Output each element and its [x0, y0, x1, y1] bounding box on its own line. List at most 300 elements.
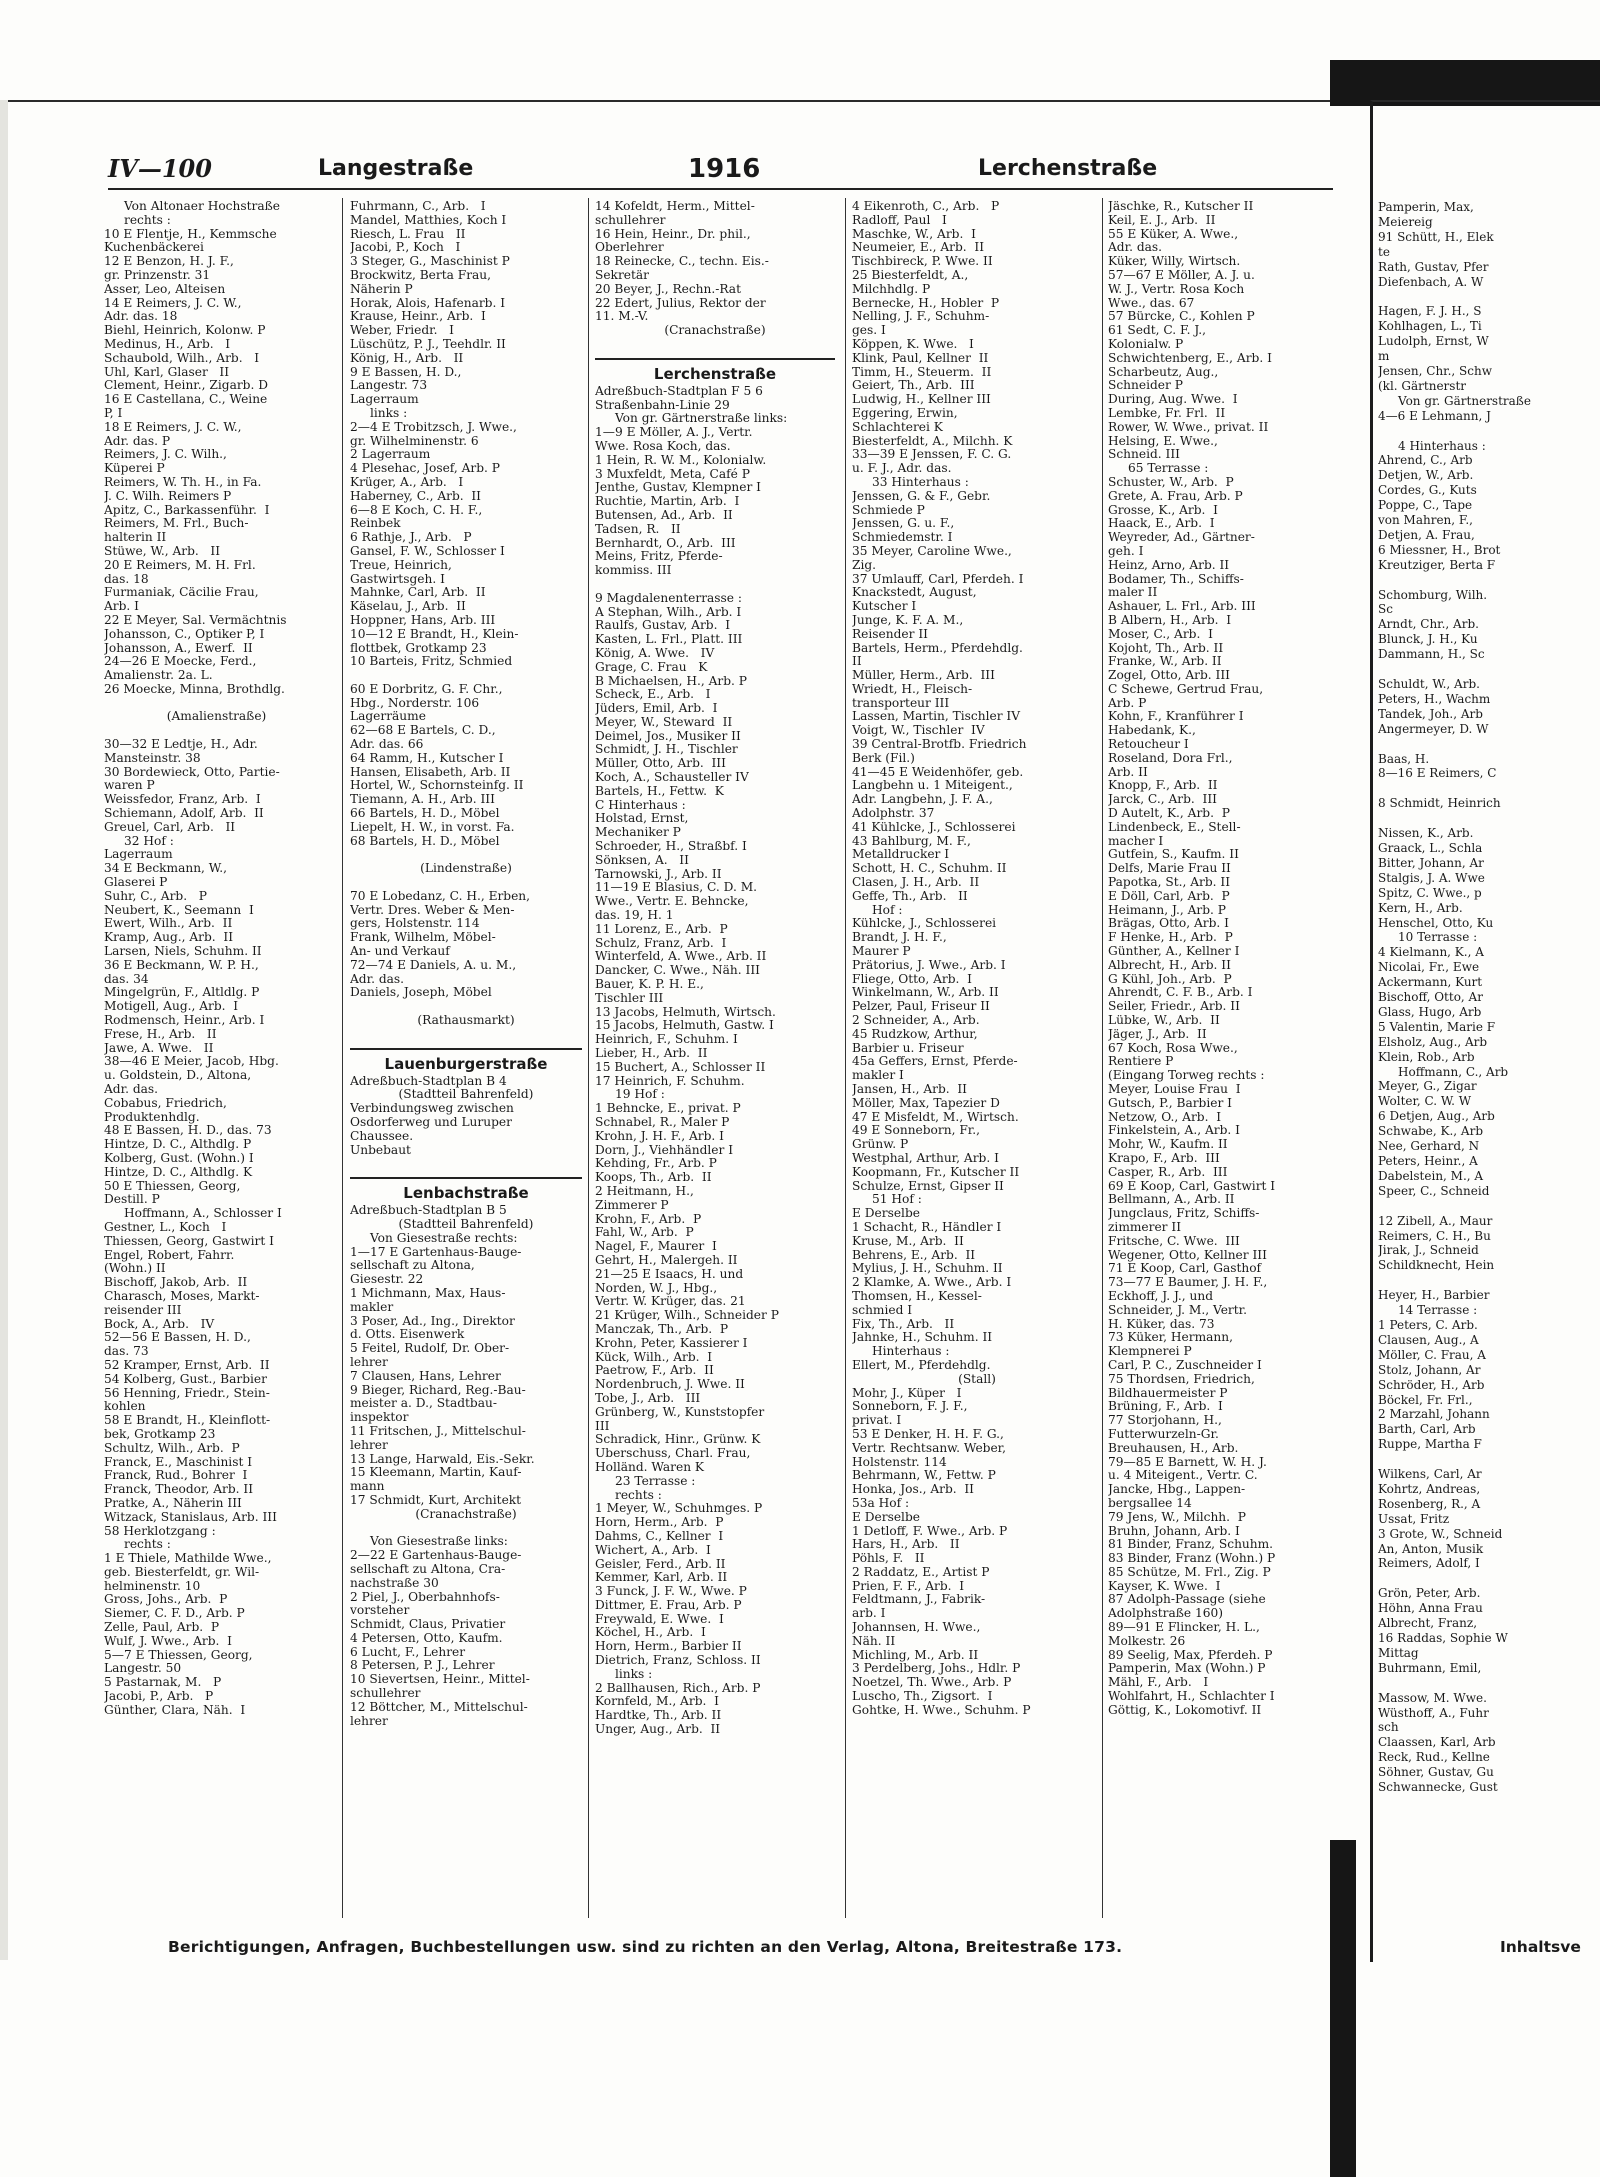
- directory-entry: d. Otts. Eisenwerk: [350, 1328, 465, 1342]
- directory-entry: Biehl, Heinrich, Kolonw. P: [104, 324, 266, 338]
- directory-column-4: [852, 200, 1102, 1930]
- running-head-year: 1916: [688, 154, 761, 184]
- directory-entry: Produktenhdlg.: [104, 1110, 200, 1124]
- directory-entry: inspektor: [350, 1411, 409, 1425]
- directory-entry: Köchel, H., Arb. I: [595, 1626, 706, 1640]
- directory-entry: Krüger, A., Arb. I: [350, 475, 464, 489]
- directory-entry: 2 Klamke, A. Wwe., Arb. I: [852, 1276, 1012, 1290]
- directory-entry: Ellert, M., Pferdehdlg.: [852, 1358, 991, 1372]
- header-rule: [108, 188, 1333, 190]
- directory-entry: Brüning, F., Arb. I: [1108, 1400, 1223, 1414]
- directory-entry: 12 E Benzon, H. J. F.,: [104, 255, 234, 269]
- directory-entry: rechts :: [615, 1488, 662, 1502]
- directory-entry: Franck, Theodor, Arb. II: [104, 1483, 254, 1497]
- directory-entry: Grön, Peter, Arb.: [1378, 1586, 1481, 1601]
- directory-entry: Mingelgrün, F., Altldlg. P: [104, 986, 260, 1000]
- directory-entry: 8 Schmidt, Heinrich: [1378, 796, 1501, 811]
- directory-entry: [1378, 811, 1600, 826]
- directory-entry: Butensen, Ad., Arb. II: [595, 508, 733, 522]
- directory-entry: Jansen, H., Arb. II: [852, 1083, 967, 1096]
- directory-entry: 33 Hinterhaus :: [872, 475, 969, 489]
- directory-entry: F Henke, H., Arb. P: [1108, 931, 1233, 945]
- directory-entry: Maschke, W., Arb. I: [852, 227, 976, 241]
- directory-entry: Bartels, Herm., Pferdehdlg.: [852, 641, 1023, 655]
- directory-entry: Pamperin, Max,: [1378, 200, 1474, 214]
- directory-entry: Rosenberg, R., A: [1378, 1496, 1481, 1511]
- directory-entry: Höhn, Anna Frau: [1378, 1601, 1483, 1616]
- directory-entry: 10 Barteis, Fritz, Schmied: [350, 655, 513, 669]
- directory-entry: 53 E Denker, H. H. F. G.,: [852, 1427, 1004, 1441]
- directory-entry: Heinz, Arno, Arb. II: [1108, 558, 1230, 572]
- directory-entry: halterin II: [104, 531, 167, 545]
- directory-entry: Adolphstr. 37: [852, 807, 935, 821]
- directory-entry: Baas, H.: [1378, 751, 1430, 766]
- directory-entry: u. Goldstein, D., Altona,: [104, 1069, 252, 1083]
- directory-entry: Ruchtie, Martin, Arb. I: [595, 495, 740, 509]
- directory-entry: Schmiede P: [852, 503, 925, 517]
- directory-entry: Jancke, Hbg., Lappen-: [1108, 1483, 1246, 1497]
- directory-entry: 89—91 E Flincker, H. L.,: [1108, 1621, 1260, 1635]
- directory-entry: Wohlfahrt, H., Schlachter I: [1108, 1690, 1275, 1704]
- directory-entry: 56 Henning, Friedr., Stein-: [104, 1386, 270, 1400]
- directory-entry: [350, 1522, 582, 1536]
- directory-entry: Schaubold, Wilh., Arb. I: [104, 351, 260, 365]
- directory-entry: Jacobi, P., Koch I: [350, 241, 461, 255]
- directory-entry: makler: [350, 1300, 394, 1314]
- directory-entry: 6—8 E Koch, C. H. F.,: [350, 503, 483, 517]
- directory-entry: König, H., Arb. II: [350, 351, 464, 365]
- directory-entry: Arb. P: [1108, 696, 1147, 710]
- directory-entry: Ludwig, H., Kellner III: [852, 393, 991, 407]
- directory-entry: 2 Schneider, A., Arb.: [852, 1014, 980, 1028]
- directory-entry: Schwannecke, Gust: [1378, 1780, 1498, 1795]
- directory-entry: (Cranachstraße): [664, 324, 766, 338]
- directory-entry: Bernecke, H., Hobler P: [852, 296, 1000, 310]
- directory-entry: [1378, 1676, 1600, 1691]
- directory-entry: Günther, Clara, Näh. I: [104, 1703, 246, 1717]
- directory-entry: Bauer, K. P. H. E.,: [595, 978, 704, 992]
- directory-entry: Moser, C., Arb. I: [1108, 627, 1213, 641]
- directory-entry: 11—19 E Blasius, C. D. M.: [595, 881, 758, 895]
- directory-entry: Gohtke, H. Wwe., Schuhm. P: [852, 1703, 1031, 1717]
- directory-entry: Raulfs, Gustav, Arb. I: [595, 619, 731, 633]
- directory-entry: Dietrich, Franz, Schloss. II: [595, 1654, 761, 1668]
- directory-entry: Schulz, Franz, Arb. I: [595, 936, 727, 950]
- directory-entry: 10—12 E Brandt, H., Klein-: [350, 627, 519, 641]
- directory-entry: Medinus, H., Arb. I: [104, 337, 231, 351]
- directory-entry: Reimers, J. C. Wilh.,: [104, 448, 227, 462]
- directory-entry: bek, Grotkamp 23: [104, 1427, 216, 1441]
- directory-entry: [350, 1000, 582, 1014]
- directory-entry: Geffe, Th., Arb. II: [852, 889, 968, 903]
- directory-entry: Detjen, A. Frau,: [1378, 527, 1475, 542]
- directory-entry: Heyer, H., Barbier: [1378, 1288, 1490, 1303]
- directory-entry: 38—46 E Meier, Jacob, Hbg.: [104, 1055, 279, 1069]
- directory-entry: bergsallee 14: [1108, 1496, 1192, 1510]
- directory-entry: 1—9 E Möller, A. J., Vertr.: [595, 426, 753, 440]
- directory-entry: Honka, Jos., Arb. II: [852, 1483, 974, 1497]
- directory-entry: meister a. D., Stadtbau-: [350, 1397, 497, 1411]
- directory-entry: Küperei P: [104, 462, 165, 476]
- directory-entry: Brockwitz, Berta Frau,: [350, 268, 492, 282]
- directory-entry: 33—39 E Jenssen, F. C. G.: [852, 448, 1012, 462]
- directory-entry: 3 Steger, G., Maschinist P: [350, 255, 510, 269]
- directory-entry: Adreßbuch-Stadtplan B 4: [350, 1074, 507, 1088]
- directory-entry: Feldtmann, J., Fabrik-: [852, 1593, 986, 1607]
- directory-entry: 2 Piel, J., Oberbahnhofs-: [350, 1590, 500, 1604]
- directory-entry: Frank, Wilhelm, Möbel-: [350, 931, 496, 945]
- directory-entry: Thiessen, Georg, Gastwirt I: [104, 1234, 274, 1248]
- directory-entry: 1 Schacht, R., Händler I: [852, 1220, 1002, 1234]
- directory-entry: Adolphstraße 160): [1108, 1607, 1223, 1621]
- directory-entry: Scheck, E., Arb. I: [595, 688, 711, 702]
- directory-entry: schullehrer: [595, 213, 666, 227]
- directory-entry: 11. M.-V.: [595, 310, 649, 324]
- directory-entry: lehrer: [350, 1714, 388, 1728]
- directory-entry: Kolonialw. P: [1108, 337, 1184, 351]
- directory-entry: 51 Hof :: [872, 1193, 922, 1207]
- directory-entry: Tadsen, R. II: [595, 522, 681, 536]
- directory-entry: Gutfein, S., Kaufm. II: [1108, 848, 1239, 862]
- directory-entry: Jenssen, G. u. F.,: [852, 517, 955, 531]
- directory-entry: Uhl, Karl, Glaser II: [104, 365, 230, 379]
- directory-entry: gr. Prinzenstr. 31: [104, 268, 211, 282]
- directory-entry: Schott, H. C., Schuhm. II: [852, 862, 1007, 876]
- directory-entry: Johansson, A., Ewerf. II: [104, 641, 253, 655]
- directory-entry: Bildhauermeister P: [1108, 1386, 1228, 1400]
- directory-entry: 15 Jacobs, Helmuth, Gastw. I: [595, 1019, 774, 1033]
- directory-entry: Göttig, K., Lokomotivf. II: [1108, 1703, 1262, 1717]
- directory-entry: 69 E Koop, Carl, Gastwirt I: [1108, 1179, 1276, 1193]
- directory-entry: Schwichtenberg, E., Arb. I: [1108, 351, 1272, 365]
- directory-entry: [1378, 1452, 1600, 1467]
- directory-entry: Zimmerer P: [595, 1198, 669, 1212]
- directory-entry: A Stephan, Wilh., Arb. I: [595, 605, 742, 619]
- directory-entry: Fahl, W., Arb. P: [595, 1226, 694, 1240]
- directory-entry: During, Aug. Wwe. I: [1108, 393, 1238, 407]
- directory-entry: schmied I: [852, 1303, 913, 1317]
- directory-entry: Hortel, W., Schornsteinfg. II: [350, 779, 524, 793]
- directory-entry: Wüsthoff, A., Fuhr: [1378, 1705, 1489, 1720]
- directory-entry: Wolter, C. W. W: [1378, 1094, 1472, 1109]
- directory-entry: P, I: [104, 406, 123, 420]
- directory-entry: Deimel, Jos., Musiker II: [595, 729, 741, 743]
- directory-entry: 7 Clausen, Hans, Lehrer: [350, 1369, 501, 1383]
- directory-entry: Winkelmann, W., Arb. II: [852, 986, 999, 1000]
- directory-entry: Vertr. W. Krüger, das. 21: [595, 1295, 746, 1309]
- directory-entry: Lagerraum: [104, 848, 173, 862]
- directory-entry: 12 Böttcher, M., Mittelschul-: [350, 1700, 528, 1714]
- directory-entry: Schwabe, K., Arb: [1378, 1124, 1483, 1139]
- directory-entry: waren P: [104, 779, 155, 793]
- directory-entry: Schroeder, H., Straßbf. I: [595, 840, 747, 854]
- directory-entry: Pelzer, Paul, Friseur II: [852, 1000, 990, 1014]
- directory-entry: Rodmensch, Heinr., Arb. I: [104, 1014, 265, 1028]
- directory-entry: E Derselbe: [852, 1510, 920, 1524]
- directory-entry: Koch, A., Schausteller IV: [595, 771, 749, 785]
- directory-entry: Johansson, C., Optiker P, I: [104, 627, 265, 641]
- directory-entry: 37 Umlauff, Carl, Pferdeh. I: [852, 572, 1024, 586]
- directory-entry: Bitter, Johann, Ar: [1378, 855, 1484, 870]
- directory-entry: Käselau, J., Arb. II: [350, 600, 466, 614]
- directory-entry: das. 18: [104, 572, 149, 586]
- directory-entry: Haberney, C., Arb. II: [350, 489, 482, 503]
- directory-entry: Lagerraum: [350, 393, 419, 407]
- directory-entry: Treue, Heinrich,: [350, 558, 452, 572]
- directory-entry: Von gr. Gärtnerstraße: [1398, 393, 1531, 408]
- directory-entry: Reimers, C. H., Bu: [1378, 1228, 1491, 1243]
- directory-entry: 65 Terrasse :: [1128, 462, 1209, 476]
- directory-entry: Pratke, A., Näherin III: [104, 1496, 242, 1510]
- directory-entry: Von gr. Gärtnerstraße links:: [615, 412, 788, 426]
- directory-entry: 81 Binder, Franz, Schuhm.: [1108, 1538, 1274, 1552]
- directory-entry: 11 Lorenz, E., Arb. P: [595, 922, 728, 936]
- directory-entry: Massow, M. Wwe.: [1378, 1690, 1487, 1705]
- directory-entry: Neubert, K., Seemann I: [104, 903, 254, 917]
- directory-entry: (Rathausmarkt): [417, 1014, 515, 1028]
- directory-entry: m: [1378, 349, 1390, 364]
- directory-entry: Stolz, Johann, Ar: [1378, 1362, 1481, 1377]
- directory-entry: Schmidt, J. H., Tischler: [595, 743, 738, 757]
- directory-entry: makler I: [852, 1069, 904, 1083]
- directory-entry: rechts :: [124, 213, 171, 227]
- directory-entry: Pamperin, Max (Wohn.) P: [1108, 1662, 1266, 1676]
- directory-entry: mann: [350, 1480, 385, 1494]
- directory-entry: 14 Kofeldt, Herm., Mittel-: [595, 200, 755, 213]
- directory-entry: Hoppner, Hans, Arb. III: [350, 613, 496, 627]
- directory-entry: 52—56 E Bassen, H. D.,: [104, 1331, 251, 1345]
- directory-entry: Manczak, Th., Arb. P: [595, 1322, 729, 1336]
- directory-entry: Adr. das. 18: [104, 310, 178, 324]
- directory-entry: Wwe., Vertr. E. Behncke,: [595, 895, 749, 909]
- directory-entry: Lübke, W., Arb. II: [1108, 1014, 1220, 1028]
- directory-entry: 77 Storjohann, H.,: [1108, 1414, 1222, 1428]
- directory-entry: 16 E Castellana, C., Weine: [104, 393, 268, 407]
- directory-entry: 17 Heinrich, F. Schuhm.: [595, 1074, 745, 1088]
- directory-column-1: [104, 200, 329, 1930]
- directory-entry: Freywald, E. Wwe. I: [595, 1612, 724, 1626]
- directory-entry: Nee, Gerhard, N: [1378, 1139, 1480, 1154]
- directory-entry: Angermeyer, D. W: [1378, 721, 1489, 736]
- directory-entry: Knopp, F., Arb. II: [1108, 779, 1218, 793]
- directory-entry: Zogel, Otto, Arb. III: [1108, 669, 1230, 683]
- directory-entry: 10 Terrasse :: [1398, 930, 1478, 945]
- directory-entry: 25 Biesterfeldt, A.,: [852, 268, 969, 282]
- directory-entry: 49 E Sonneborn, Fr.,: [852, 1124, 981, 1138]
- directory-entry: 71 E Koop, Carl, Gasthof: [1108, 1262, 1262, 1276]
- directory-entry: 22 Edert, Julius, Rektor der: [595, 296, 766, 310]
- directory-entry: 54 Kolberg, Gust., Barbier: [104, 1372, 267, 1386]
- directory-entry: Unbebaut: [350, 1143, 411, 1157]
- directory-entry: C Hinterhaus :: [595, 798, 686, 812]
- directory-entry: Hardtke, Th., Arb. II: [595, 1709, 722, 1723]
- directory-entry: ges. I: [852, 324, 886, 338]
- running-head-left: Langestraße: [318, 156, 474, 181]
- directory-entry: Adr. das. P: [104, 434, 171, 448]
- directory-entry: Stüwe, W., Arb. II: [104, 544, 221, 558]
- directory-entry: 6 Detjen, Aug., Arb: [1378, 1109, 1495, 1124]
- directory-entry: Blunck, J. H., Ku: [1378, 632, 1478, 647]
- directory-entry: Rower, W. Wwe., privat. II: [1108, 420, 1269, 434]
- directory-entry: Mähl, F., Arb. I: [1108, 1676, 1209, 1690]
- directory-entry: Krapo, F., Arb. III: [1108, 1151, 1220, 1165]
- directory-entry: Sönksen, A. II: [595, 853, 689, 867]
- directory-entry: Tischbireck, P. Wwe. II: [852, 255, 993, 269]
- directory-entry: 3 Poser, Ad., Ing., Direktor: [350, 1314, 515, 1328]
- directory-entry: Nordenbruch, J. Wwe. II: [595, 1378, 745, 1392]
- directory-entry: Hagen, F. J. H., S: [1378, 304, 1482, 319]
- directory-entry: Kohn, F., Kranführer I: [1108, 710, 1244, 724]
- directory-entry: Adreßbuch-Stadtplan F 5 6: [595, 384, 763, 398]
- directory-entry: 79—85 E Barnett, W. H. J.: [1108, 1455, 1267, 1469]
- directory-entry: Wwe. Rosa Koch, das.: [595, 439, 731, 453]
- directory-entry: [350, 1157, 582, 1171]
- directory-entry: 83 Binder, Franz (Wohn.) P: [1108, 1552, 1276, 1566]
- directory-entry: 1 Meyer, W., Schuhmges. P: [595, 1502, 763, 1516]
- directory-entry: Geiert, Th., Arb. III: [852, 379, 975, 393]
- directory-entry: transporteur III: [852, 696, 950, 710]
- directory-entry: macher I: [1108, 834, 1164, 848]
- directory-entry: 21 Krüger, Wilh., Schneider P: [595, 1309, 779, 1323]
- directory-entry: Schnabel, R., Maler P: [595, 1116, 730, 1129]
- directory-entry: 15 Buchert, A., Schlosser II: [595, 1060, 766, 1074]
- directory-entry: Kemmer, Karl, Arb. II: [595, 1571, 728, 1585]
- directory-entry: 34 E Beckmann, W.,: [104, 862, 227, 876]
- street-heading: Lerchenstraße: [595, 358, 835, 383]
- directory-entry: Winterfeld, A. Wwe., Arb. II: [595, 950, 767, 964]
- directory-entry: 4 Hinterhaus :: [1398, 438, 1486, 453]
- directory-entry: 75 Thordsen, Friedrich,: [1108, 1372, 1255, 1386]
- directory-entry: Suhr, C., Arb. P: [104, 889, 207, 903]
- directory-entry: 16 Raddas, Sophie W: [1378, 1631, 1508, 1645]
- directory-entry: König, A. Wwe. IV: [595, 646, 715, 660]
- directory-entry: 12 Zibell, A., Maur: [1378, 1213, 1493, 1228]
- directory-column-5: [1108, 200, 1338, 1930]
- directory-entry: Zelle, Paul, Arb. P: [104, 1621, 220, 1635]
- directory-entry: gers, Holstenstr. 114: [350, 917, 480, 931]
- directory-entry: Hintze, D. C., Althdlg. P: [104, 1138, 252, 1152]
- directory-entry: 32 Hof :: [124, 834, 174, 848]
- directory-entry: 73—77 E Baumer, J. H. F.,: [1108, 1276, 1268, 1290]
- directory-entry: Arb. II: [1108, 765, 1148, 779]
- directory-entry: Möller, C. Frau, A: [1378, 1347, 1486, 1362]
- directory-entry: Mylius, J. H., Schuhm. II: [852, 1262, 1003, 1276]
- directory-entry: Milchhdlg. P: [852, 282, 931, 296]
- directory-entry: privat. I: [852, 1414, 902, 1428]
- directory-entry: Paetrow, F., Arb. II: [595, 1364, 714, 1378]
- directory-entry: 45a Geffers, Ernst, Pferde-: [852, 1055, 1018, 1069]
- directory-entry: E Derselbe: [852, 1207, 920, 1221]
- directory-entry: B Albern, H., Arb. I: [1108, 613, 1232, 627]
- directory-entry: Neumeier, E., Arb. II: [852, 241, 985, 255]
- directory-entry: Kuchenbäckerei: [104, 241, 204, 255]
- directory-entry: 26 Moecke, Minna, Brothdlg.: [104, 682, 285, 696]
- page-header: [108, 150, 1338, 190]
- directory-entry: Mansteinstr. 38: [104, 751, 201, 765]
- directory-entry: Franck, Rud., Bohrer I: [104, 1469, 248, 1483]
- directory-entry: 10 Sievertsen, Heinr., Mittel-: [350, 1673, 530, 1687]
- directory-entry: 79 Jens, W., Milchh. P: [1108, 1510, 1246, 1524]
- directory-entry: reisender III: [104, 1303, 182, 1317]
- directory-entry: Timm, H., Steuerm. II: [852, 365, 992, 379]
- directory-entry: Riesch, L. Frau II: [350, 227, 466, 241]
- directory-entry: rechts :: [124, 1538, 171, 1552]
- directory-entry: u. 4 Miteigent., Vertr. C.: [1108, 1469, 1258, 1483]
- directory-entry: (Eingang Torweg rechts :: [1108, 1069, 1265, 1083]
- directory-entry: 62—68 E Bartels, C. D.,: [350, 724, 496, 738]
- directory-entry: W. J., Vertr. Rosa Koch: [1108, 282, 1245, 296]
- directory-entry: Greuel, Carl, Arb. II: [104, 820, 236, 834]
- directory-entry: Glaserei P: [104, 876, 168, 890]
- directory-entry: zimmerer II: [1108, 1220, 1182, 1234]
- directory-entry: Fuhrmann, C., Arb. I: [350, 200, 486, 213]
- directory-entry: Jäschke, R., Kutscher II: [1108, 200, 1254, 213]
- directory-entry: Horn, Herm., Barbier II: [595, 1640, 742, 1654]
- directory-entry: [350, 669, 582, 683]
- directory-entry: flottbek, Grotkamp 23: [350, 641, 487, 655]
- page-edge: [0, 100, 8, 1960]
- directory-entry: Clasen, J. H., Arb. II: [852, 876, 980, 890]
- directory-entry: Hintze, D. C., Althdlg. K: [104, 1165, 253, 1179]
- directory-entry: Nicolai, Fr., Ewe: [1378, 960, 1480, 975]
- directory-entry: 67 Koch, Rosa Wwe.,: [1108, 1041, 1238, 1055]
- directory-entry: 1 Michmann, Max, Haus-: [350, 1286, 506, 1300]
- directory-entry: B Michaelsen, H., Arb. P: [595, 674, 747, 688]
- directory-entry: Giesestr. 22: [350, 1273, 424, 1287]
- directory-column-2: [350, 200, 582, 1930]
- directory-entry: 6 Lucht, F., Lehrer: [350, 1645, 466, 1659]
- directory-entry: Wilkens, Carl, Ar: [1378, 1467, 1482, 1482]
- page-number: IV—100: [108, 154, 212, 183]
- directory-entry: lehrer: [350, 1355, 388, 1369]
- directory-entry: Unger, Aug., Arb. II: [595, 1723, 721, 1737]
- directory-entry: Müller, Herm., Arb. III: [852, 669, 995, 683]
- directory-entry: Holstad, Ernst,: [595, 812, 689, 826]
- directory-entry: Helsing, E. Wwe.,: [1108, 434, 1218, 448]
- directory-entry: Ahrendt, C. F. B., Arb. I: [1108, 986, 1253, 1000]
- directory-entry: Jacobi, P., Arb. P: [104, 1690, 214, 1704]
- directory-entry: Schuldt, W., Arb.: [1378, 677, 1480, 691]
- directory-entry: Motigell, Aug., Arb. I: [104, 1000, 239, 1014]
- directory-entry: Albrecht, H., Arb. II: [1108, 958, 1231, 972]
- directory-entry: Arndt, Chr., Arb.: [1378, 617, 1479, 632]
- directory-entry: Kern, H., Arb.: [1378, 900, 1463, 915]
- directory-entry: 2 Marzahl, Johann: [1378, 1407, 1490, 1422]
- directory-entry: 5—7 E Thiessen, Georg,: [104, 1648, 253, 1662]
- directory-entry: Klempnerei P: [1108, 1345, 1192, 1359]
- directory-entry: Speer, C., Schneid: [1378, 1183, 1490, 1198]
- directory-entry: Nelling, J. F., Schuhm-: [852, 310, 990, 324]
- directory-entry: [595, 578, 835, 592]
- directory-entry: gr. Wilhelminenstr. 6: [350, 434, 479, 448]
- directory-entry: Jirak, J., Schneid: [1378, 1243, 1479, 1258]
- directory-entry: Günther, A., Kellner I: [1108, 945, 1240, 959]
- directory-entry: Wriedt, H., Fleisch-: [852, 682, 973, 696]
- directory-entry: Delfs, Marie Frau II: [1108, 862, 1231, 876]
- directory-entry: 1 Detloff, F. Wwe., Arb. P: [852, 1524, 1008, 1538]
- directory-entry: Apitz, C., Barkassenführ. I: [104, 503, 270, 517]
- directory-entry: 52 Kramper, Ernst, Arb. II: [104, 1358, 270, 1372]
- directory-entry: Geisler, Ferd., Arb. II: [595, 1557, 726, 1571]
- directory-entry: Ussat, Fritz: [1378, 1511, 1450, 1526]
- directory-entry: Barbier u. Friseur: [852, 1041, 964, 1055]
- directory-entry: Ludolph, Ernst, W: [1378, 334, 1489, 349]
- directory-entry: Rath, Gustav, Pfer: [1378, 259, 1489, 274]
- directory-entry: Elsholz, Aug., Arb: [1378, 1034, 1488, 1049]
- directory-entry: kommiss. III: [595, 564, 672, 578]
- directory-entry: 1—17 E Gartenhaus-Bauge-: [350, 1245, 522, 1259]
- directory-entry: Bartels, H., Fettw. K: [595, 784, 724, 798]
